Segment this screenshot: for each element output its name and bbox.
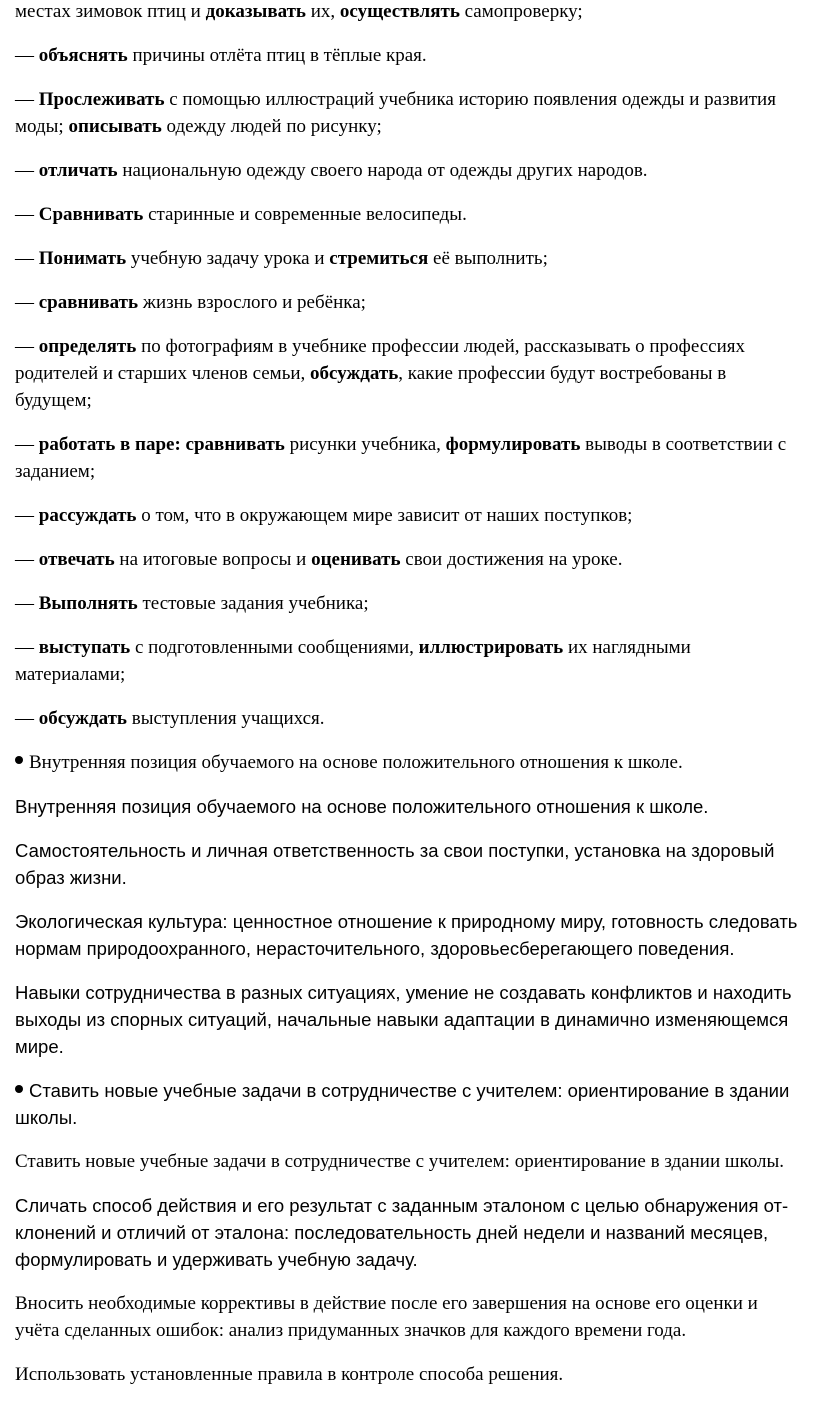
bullet-icon xyxy=(15,756,23,764)
text-run: о том, что в окружающем мире зависит от наших поступков; xyxy=(136,505,633,526)
document-body xyxy=(15,0,805,1405)
paragraph xyxy=(15,502,805,529)
text-run: её выполнить; xyxy=(428,248,548,269)
text-run: — xyxy=(15,336,39,357)
text-run: — xyxy=(15,204,39,225)
text-run: — xyxy=(15,434,39,455)
bullet-icon xyxy=(15,1085,23,1093)
text-run: Вносить необходимые коррективы в действие после его завершения на основе его оценки и учёта сделанных ошибок: анализ придуманных значков для каждого времени года. xyxy=(15,1293,758,1341)
text-run: — xyxy=(15,549,39,570)
text-run: — xyxy=(15,45,39,66)
paragraph xyxy=(15,1290,805,1344)
text-run: свои достижения на уроке. xyxy=(400,549,623,570)
bold-text: выступать xyxy=(38,637,131,658)
text-run: Использовать установленные правила в контроле способа решения. xyxy=(15,1364,564,1385)
text-run: — xyxy=(15,505,39,526)
bold-text: иллюстрировать xyxy=(418,637,564,658)
text-run: самопроверку; xyxy=(459,1,583,22)
text-run: с помощью иллюстраций учебника историю появления одежды и развития моды; xyxy=(15,89,776,137)
text-run: национальную одежду своего народа от одежды других народов. xyxy=(117,160,648,181)
text-run: , какие профессии будут востребованы в будущем; xyxy=(15,363,727,411)
paragraph xyxy=(15,289,805,316)
text-run: на итоговые вопросы и xyxy=(114,549,312,570)
paragraph xyxy=(15,837,805,891)
paragraph xyxy=(15,590,805,617)
text-run: Сличать способ действия и его результат с заданным эталоном с целью обнаружения от-клонений и отличий от эталона: последовательность дней недели и названий месяцев, формулировать и удерживать учебную задачу. xyxy=(15,1195,789,1270)
text-run: тестовые задания учебника; xyxy=(137,593,369,614)
text-run: местах зимовок птиц и xyxy=(15,1,206,22)
text-run: — xyxy=(15,160,39,181)
paragraph xyxy=(15,705,805,732)
bold-text: объяснять xyxy=(38,45,128,66)
bold-text: отличать xyxy=(38,160,118,181)
paragraph xyxy=(15,979,805,1060)
bullet-paragraph xyxy=(15,749,805,776)
text-run: причины отлёта птиц в тёплые края. xyxy=(127,45,427,66)
bullet-paragraph xyxy=(15,1077,805,1131)
text-run: — xyxy=(15,593,39,614)
paragraph xyxy=(15,1192,805,1273)
paragraph xyxy=(15,634,805,688)
text-run: Внутренняя позиция обучаемого на основе положительного отношения к школе. xyxy=(29,752,683,773)
bold-text: определять xyxy=(38,336,137,357)
text-run: — xyxy=(15,248,39,269)
text-run: Внутренняя позиция обучаемого на основе положительного отношения к школе. xyxy=(15,796,709,817)
text-run: Экологическая культура: ценностное отношение к природному миру, готовность следовать нормам природоохранного, нерасточительного, здоровьесберегающего поведения. xyxy=(15,911,798,959)
text-run: — xyxy=(15,292,39,313)
text-run: их, xyxy=(305,1,340,22)
text-run: одежду людей по рисунку; xyxy=(161,116,382,137)
paragraph xyxy=(15,86,805,140)
bold-text: работать в паре: сравнивать xyxy=(38,434,285,455)
text-run: — xyxy=(15,708,39,729)
bold-text: формулировать xyxy=(445,434,581,455)
text-run: с подготовленными сообщениями, xyxy=(130,637,419,658)
paragraph xyxy=(15,431,805,485)
bold-text: Сравнивать xyxy=(38,204,144,225)
text-run: Навыки сотрудничества в разных ситуациях, умение не создавать конфликтов и находить выходы из спорных ситуаций, начальные навыки адаптации в динамично изменяющемся мире. xyxy=(15,982,792,1057)
paragraph xyxy=(15,0,805,25)
bold-text: обсуждать xyxy=(310,363,399,384)
text-run: — xyxy=(15,89,39,110)
bold-text: рассуждать xyxy=(38,505,137,526)
bold-text: описывать xyxy=(68,116,162,137)
bold-text: обсуждать xyxy=(38,708,127,729)
paragraph xyxy=(15,1361,805,1388)
text-run: — xyxy=(15,637,39,658)
bold-text: сравнивать xyxy=(38,292,139,313)
bold-text: Прослеживать xyxy=(38,89,165,110)
text-run: жизнь взрослого и ребёнка; xyxy=(138,292,366,313)
paragraph xyxy=(15,157,805,184)
bold-text: стремиться xyxy=(329,248,429,269)
paragraph xyxy=(15,201,805,228)
paragraph xyxy=(15,245,805,272)
paragraph xyxy=(15,42,805,69)
text-run: старинные и современные велосипеды. xyxy=(143,204,467,225)
bold-text: доказывать xyxy=(205,1,306,22)
paragraph xyxy=(15,908,805,962)
text-run: Ставить новые учебные задачи в сотрудничестве с учителем: ориентирование в здании школы. xyxy=(15,1080,790,1128)
bold-text: оценивать xyxy=(311,549,401,570)
bold-text: Выполнять xyxy=(38,593,138,614)
text-run: выступления учащихся. xyxy=(126,708,325,729)
paragraph xyxy=(15,546,805,573)
text-run: выводы в соответствии с заданием; xyxy=(15,434,787,482)
paragraph xyxy=(15,333,805,414)
text-run: рисунки учебника, xyxy=(284,434,446,455)
bold-text: Понимать xyxy=(38,248,127,269)
text-run: по фотографиям в учебнике профессии людей, рассказывать о профессиях родителей и старших членов семьи, xyxy=(15,336,746,384)
paragraph xyxy=(15,1148,805,1175)
text-run: Ставить новые учебные задачи в сотрудничестве с учителем: ориентирование в здании школы. xyxy=(15,1151,784,1172)
text-run: Самостоятельность и личная ответственность за свои поступки, установка на здоровый образ жизни. xyxy=(15,840,775,888)
paragraph xyxy=(15,793,805,820)
text-run: их наглядными материалами; xyxy=(15,637,691,685)
text-run: учебную задачу урока и xyxy=(126,248,330,269)
bold-text: отвечать xyxy=(38,549,115,570)
bold-text: осуществлять xyxy=(339,1,460,22)
